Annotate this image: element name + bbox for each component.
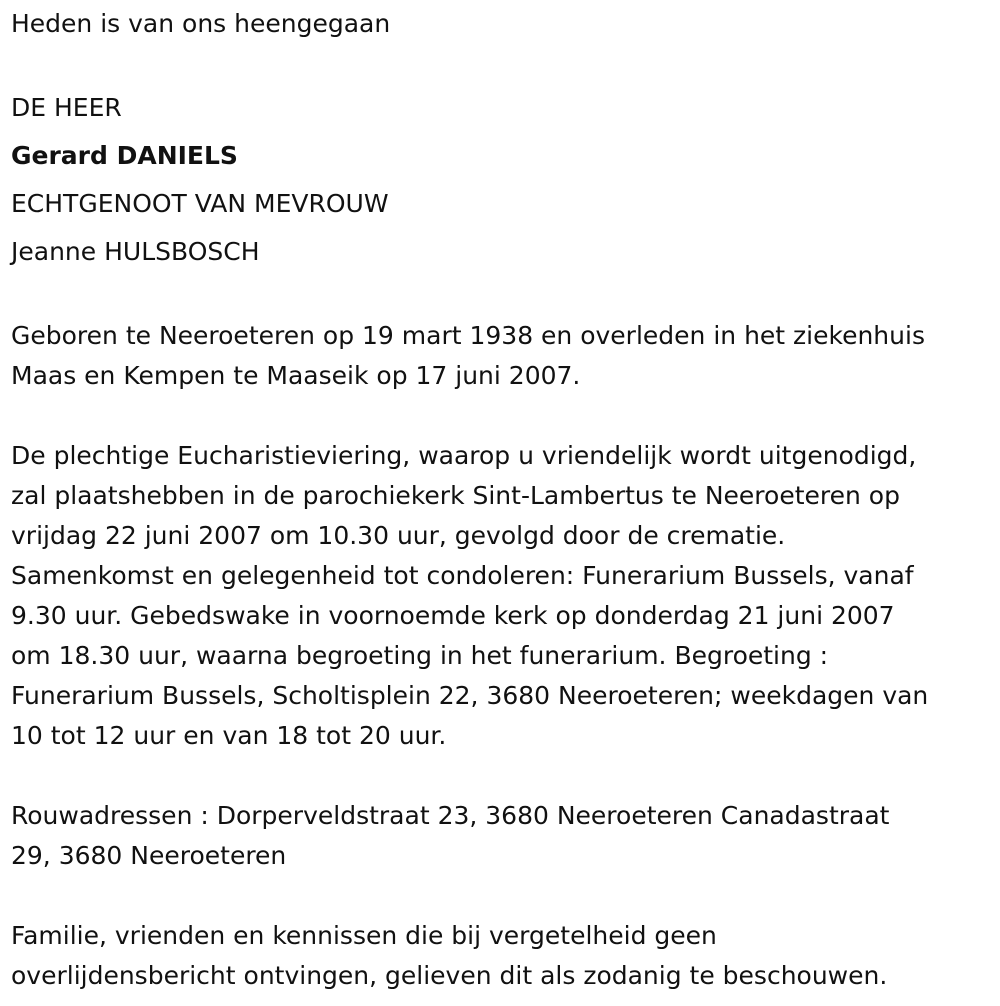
intro-text: Heden is van ons heengegaan: [11, 9, 391, 38]
paragraph-line: 9.30 uur. Gebedswake in voornoemde kerk op donderdag 21 juni 2007: [11, 601, 895, 630]
spacer: [11, 44, 986, 84]
paragraph-line: Funerarium Bussels, Scholtisplein 22, 3680 Neeroeteren; weekdagen van: [11, 681, 929, 710]
paragraph-line: om 18.30 uur, waarna begroeting in het funerarium. Begroeting :: [11, 641, 829, 670]
ceremony-paragraph: [11, 436, 986, 756]
spacer: [11, 396, 986, 436]
spouse-name: Jeanne HULSBOSCH: [11, 237, 260, 266]
deceased-name: Gerard DANIELS: [11, 141, 238, 170]
paragraph-line: 29, 3680 Neeroeteren: [11, 841, 287, 870]
paragraph-line: 10 tot 12 uur en van 18 tot 20 uur.: [11, 721, 447, 750]
paragraph-line: zal plaatshebben in de parochiekerk Sint-Lambertus te Neeroeteren op: [11, 481, 900, 510]
closing-paragraph: [11, 916, 986, 996]
spouse-label: ECHTGENOOT VAN MEVROUW: [11, 189, 389, 218]
paragraph-line: Samenkomst en gelegenheid tot condoleren: Funerarium Bussels, vanaf: [11, 561, 914, 590]
spacer: [11, 876, 986, 916]
death-notice: [11, 4, 986, 996]
title-prefix: DE HEER: [11, 93, 122, 122]
spacer: [11, 756, 986, 796]
spacer: [11, 276, 986, 316]
paragraph-line: vrijdag 22 juni 2007 om 10.30 uur, gevolgd door de crematie.: [11, 521, 786, 550]
paragraph-line: Rouwadressen : Dorperveldstraat 23, 3680 Neeroeteren Canadastraat: [11, 801, 890, 830]
addresses-paragraph: [11, 796, 986, 876]
paragraph-line: De plechtige Eucharistieviering, waarop u vriendelijk wordt uitgenodigd,: [11, 441, 917, 470]
paragraph-line: Geboren te Neeroeteren op 19 mart 1938 en overleden in het ziekenhuis: [11, 321, 925, 350]
birth-death-paragraph: [11, 316, 986, 396]
paragraph-line: Familie, vrienden en kennissen die bij vergetelheid geen: [11, 921, 717, 950]
paragraph-line: overlijdensbericht ontvingen, gelieven dit als zodanig te beschouwen.: [11, 961, 888, 990]
paragraph-line: Maas en Kempen te Maaseik op 17 juni 2007.: [11, 361, 581, 390]
